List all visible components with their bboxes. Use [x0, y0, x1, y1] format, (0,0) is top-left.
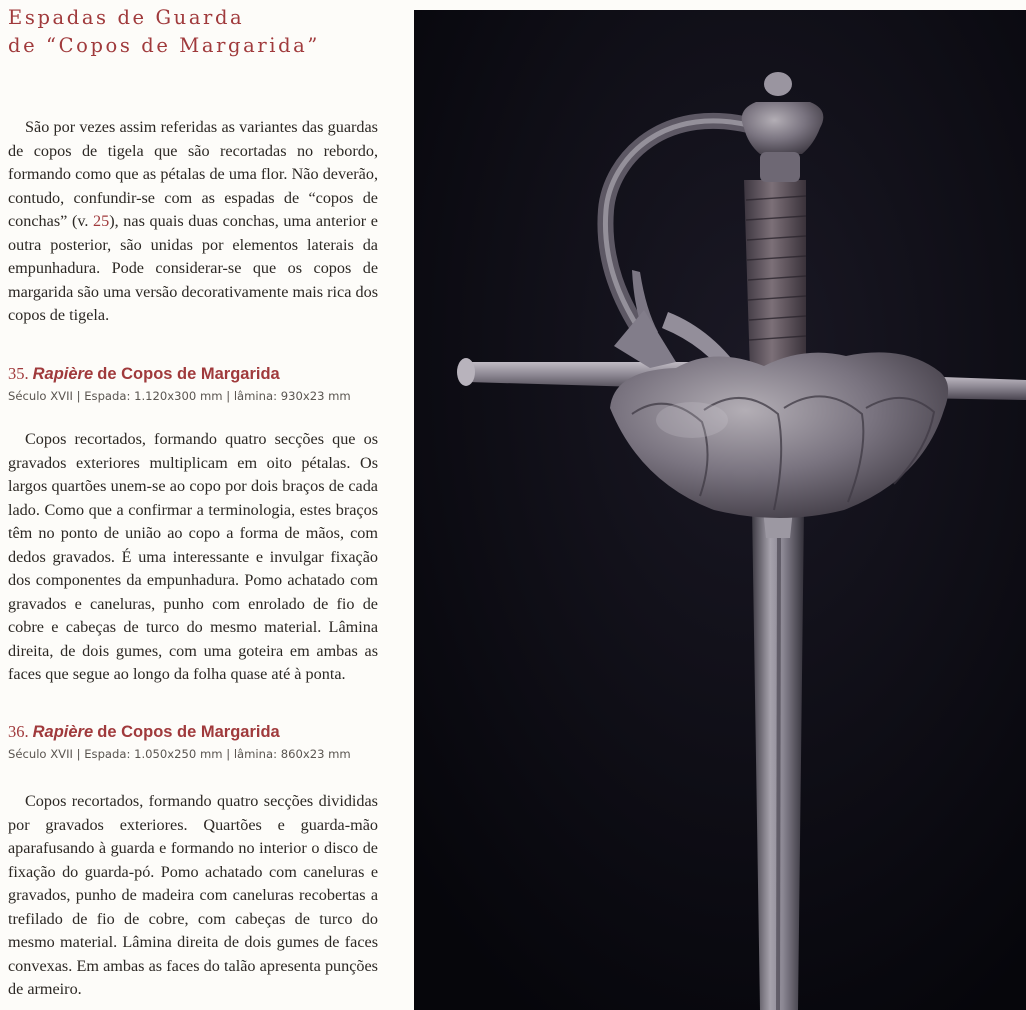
entry-number: 35.	[8, 364, 29, 383]
section-title-line-2: de “Copos de Margarida”	[8, 34, 320, 57]
intro-paragraph	[8, 116, 378, 328]
intro-text-start: São por vezes assim referidas as variantes das guardas de copos de tigela que são recortadas no rebordo, formando como que as pétalas de uma flor. Não deverão, contudo, confundir-se com as espadas de “copos de conchas” (v.	[8, 118, 378, 230]
pommel-button	[764, 72, 792, 96]
intro-text-end: ), nas quais duas conchas, uma anterior e outra posterior, são unidas por elementos laterais da empunhadura. Pode considerar-se que os copos de margarida são uma versão decorativamente mais rica dos copos de tigela.	[8, 212, 378, 324]
entry-35-heading	[8, 364, 280, 384]
cross-reference-link[interactable]: 25	[93, 212, 110, 230]
entry-name: de Copos de Margarida	[97, 365, 280, 383]
section-title	[8, 4, 320, 60]
entry-35-meta: Século XVII | Espada: 1.120x300 mm | lâmina: 930x23 mm	[8, 389, 351, 403]
quillon-finial	[457, 358, 475, 386]
entry-kind: Rapière	[32, 723, 94, 741]
entry-36-heading	[8, 722, 280, 742]
entry-36-meta: Século XVII | Espada: 1.050x250 mm | lâmina: 860x23 mm	[8, 747, 351, 761]
rapier-photograph	[414, 10, 1026, 1010]
section-title-line-1: Espadas de Guarda	[8, 6, 245, 29]
entry-name: de Copos de Margarida	[97, 723, 280, 741]
rapier-illustration	[414, 10, 1026, 1010]
entry-kind: Rapière	[32, 365, 94, 383]
entry-35-description: Copos recortados, formando quatro secções que os gravados exteriores multiplicam em oito pétalas. Os largos quartões unem-se ao copo por dois braços de cada lado. Como que a confirmar a terminologia, estes braços têm no ponto de união ao copo a forma de mãos, com dedos gravados. É uma interessante e invulgar fixação dos componentes da empunhadura. Pomo achatado com gravados e caneluras, punho com enrolado de fio de cobre e cabeças de turco do mesmo material. Lâmina direita, de dois gumes, com uma goteira em ambas as faces que segue ao longo da folha quase até à ponta.	[8, 430, 378, 683]
text-column	[0, 0, 398, 1010]
entry-36-description: Copos recortados, formando quatro secções divididas por gravados exteriores. Quartões e guarda-mão aparafusando à guarda e formando no interior o disco de fixação do guarda-pó. Pomo achatado com caneluras e gravados, punho de madeira com caneluras recobertas a trefilado de fio de cobre, com cabeças de turco do mesmo material. Lâmina direita de dois gumes de faces convexas. Em ambas as faces do talão apresenta punções de armeiro.	[8, 792, 378, 998]
entry-number: 36.	[8, 722, 29, 741]
